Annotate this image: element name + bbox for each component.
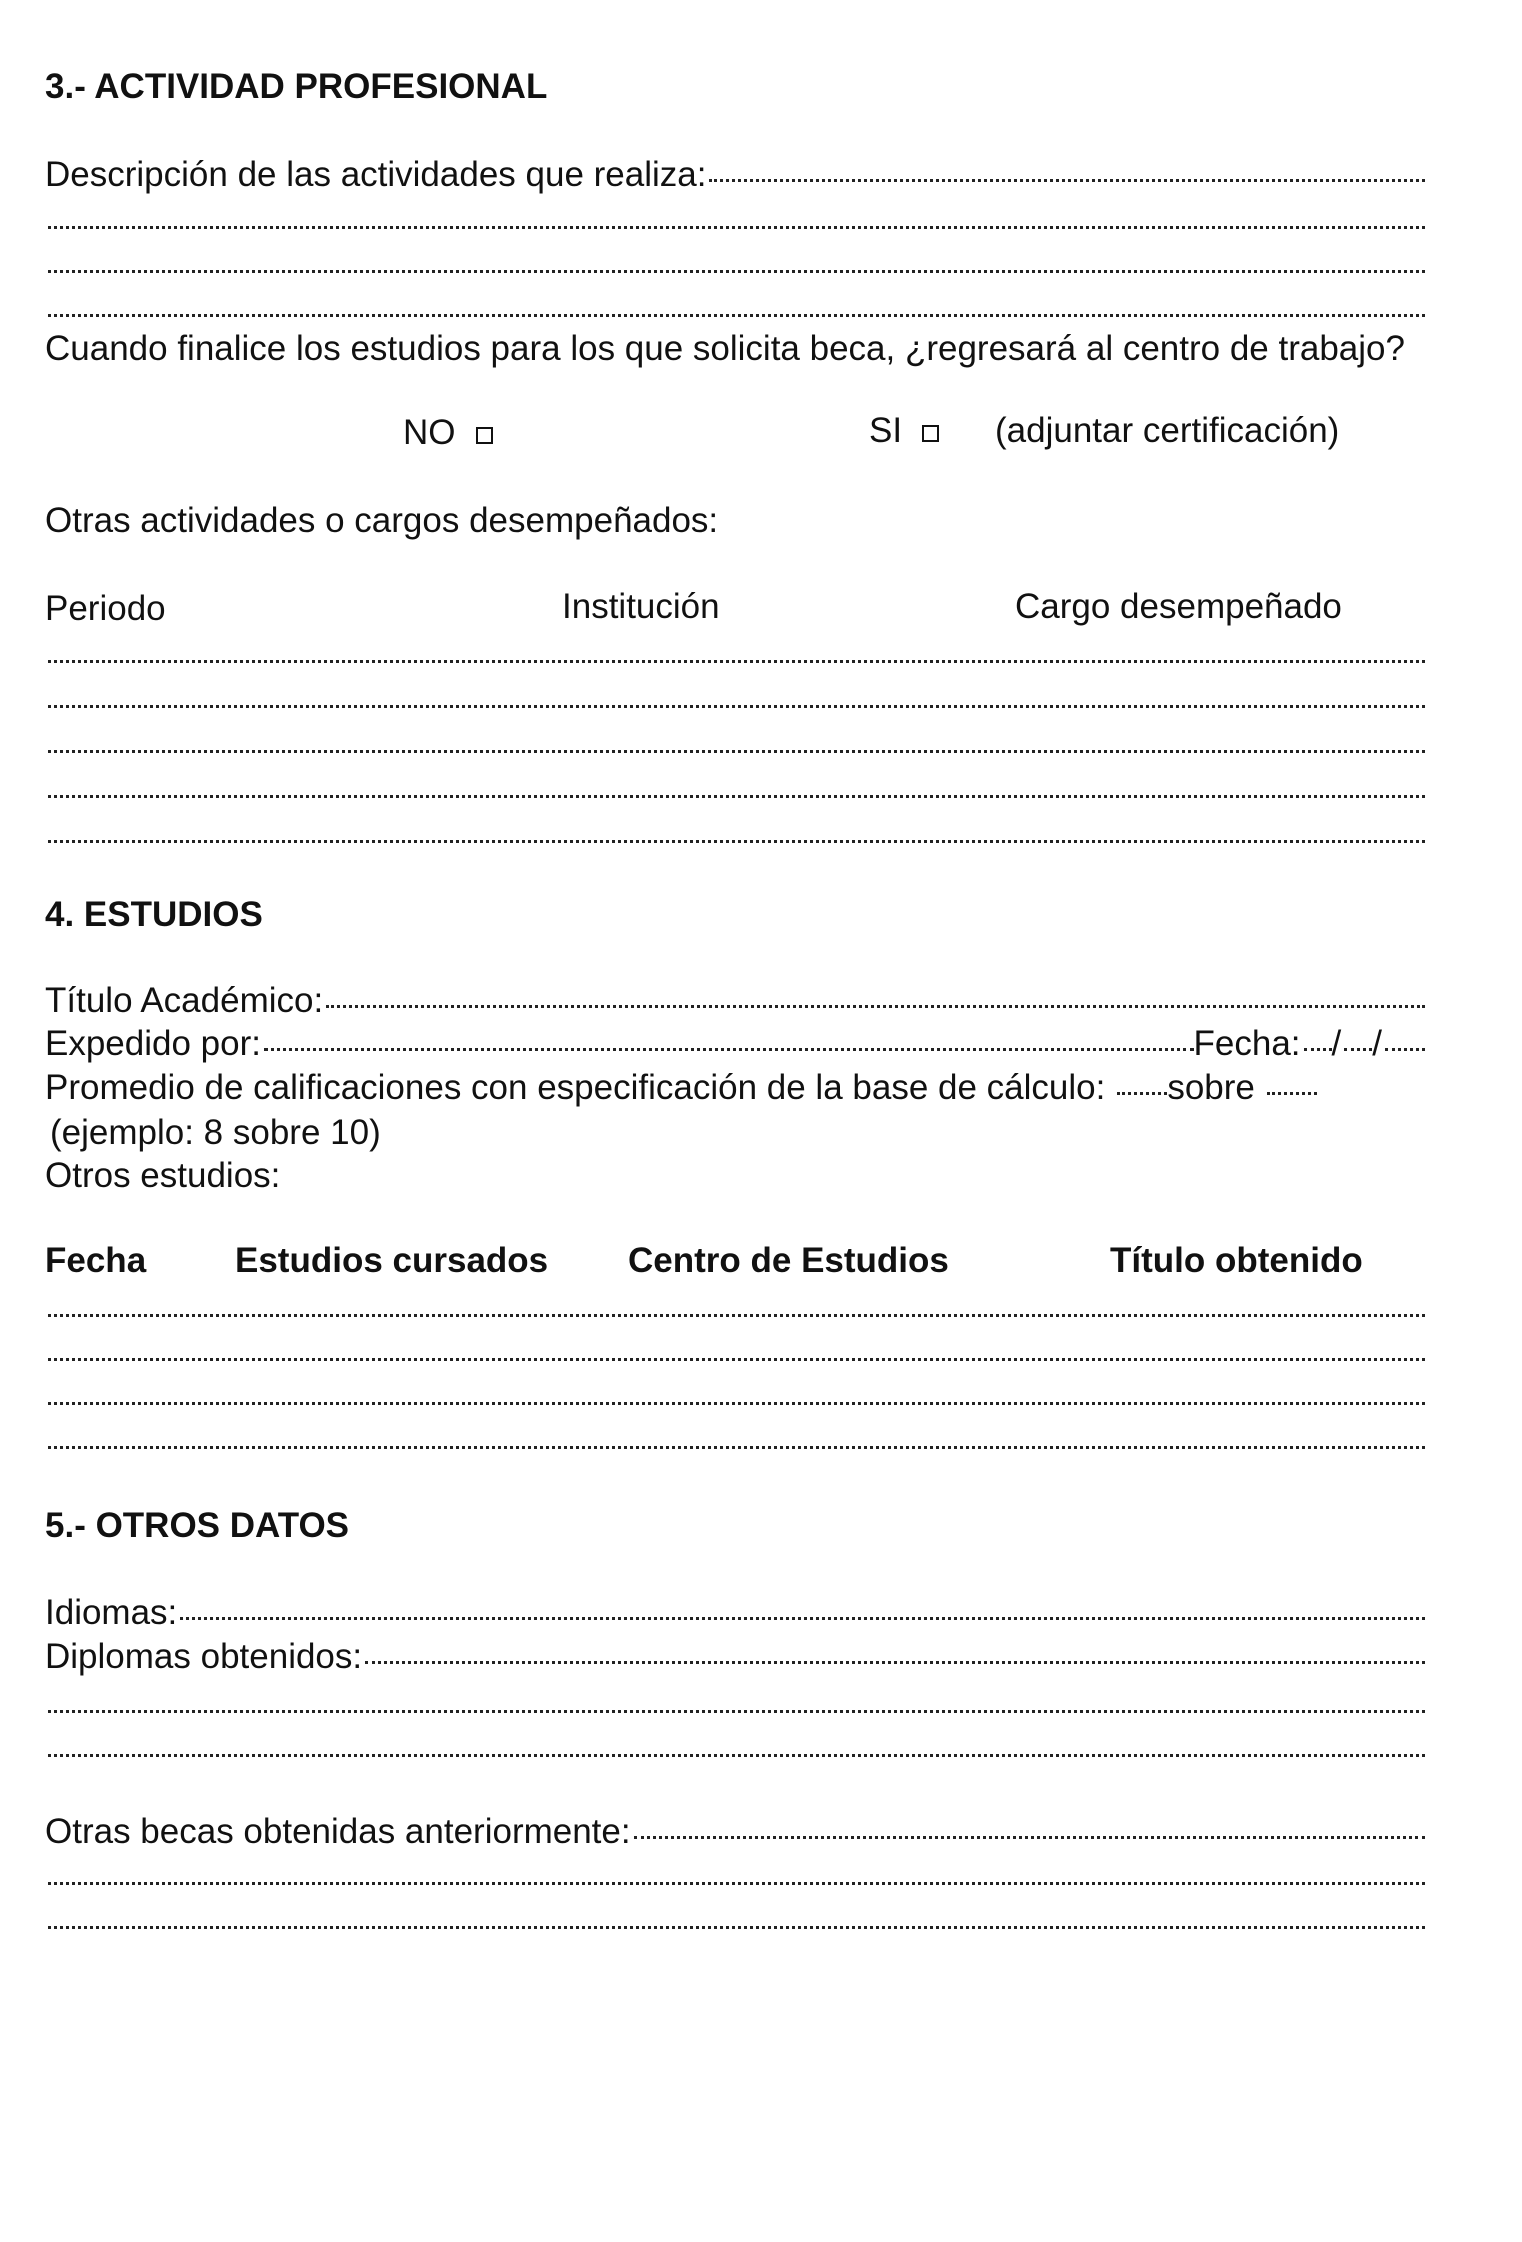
section-4-title: 4. ESTUDIOS: [45, 895, 263, 934]
section-3-title: 3.- ACTIVIDAD PROFESIONAL: [45, 67, 548, 106]
dotted-line[interactable]: [48, 705, 1425, 708]
dotted-line[interactable]: [48, 660, 1425, 663]
expedido-field[interactable]: [45, 1023, 1425, 1065]
idiomas-label: Idiomas:: [45, 1593, 178, 1632]
dotted-leader: [1117, 1092, 1167, 1095]
dotted-line[interactable]: [48, 1754, 1425, 1757]
dotted-leader: [264, 1048, 1194, 1051]
idiomas-field[interactable]: [45, 1592, 1425, 1634]
section-5-title: 5.- OTROS DATOS: [45, 1506, 350, 1545]
header-titulo-obtenido: Título obtenido: [1110, 1241, 1363, 1280]
sobre-label: sobre: [1167, 1068, 1255, 1107]
otros-estudios-label: Otros estudios:: [45, 1156, 281, 1195]
header-centro-estudios: Centro de Estudios: [628, 1241, 949, 1280]
activities-description-label: Descripción de las actividades que realiza:: [45, 155, 707, 194]
dotted-leader: [709, 179, 1425, 182]
fecha-label: Fecha:: [1193, 1024, 1301, 1063]
diplomas-label: Diplomas obtenidos:: [45, 1637, 363, 1676]
header-periodo: Periodo: [45, 589, 166, 628]
titulo-academico-field[interactable]: [45, 980, 1425, 1022]
dotted-line[interactable]: [48, 314, 1425, 317]
other-activities-label: Otras actividades o cargos desempeñados:: [45, 501, 719, 540]
otras-becas-label: Otras becas obtenidas anteriormente:: [45, 1812, 631, 1851]
fecha-separator: /: [1331, 1024, 1342, 1063]
si-note: (adjuntar certificación): [995, 411, 1340, 450]
dotted-leader: [1385, 1048, 1425, 1051]
dotted-leader: [365, 1661, 1425, 1664]
dotted-line[interactable]: [48, 226, 1425, 229]
dotted-leader: [634, 1836, 1425, 1839]
dotted-leader: [180, 1617, 1425, 1620]
dotted-line[interactable]: [48, 1314, 1425, 1317]
option-si[interactable]: [869, 410, 939, 452]
dotted-line[interactable]: [48, 1710, 1425, 1713]
dotted-leader: [1304, 1048, 1332, 1051]
dotted-line[interactable]: [48, 1402, 1425, 1405]
header-institucion: Institución: [562, 587, 720, 626]
dotted-line[interactable]: [48, 1882, 1425, 1885]
promedio-example: (ejemplo: 8 sobre 10): [50, 1113, 381, 1152]
dotted-line[interactable]: [48, 840, 1425, 843]
promedio-field[interactable]: [45, 1067, 1421, 1109]
dotted-line[interactable]: [48, 795, 1425, 798]
dotted-leader: [1267, 1092, 1317, 1095]
dotted-leader: [326, 1005, 1425, 1008]
expedido-label: Expedido por:: [45, 1024, 261, 1063]
titulo-academico-label: Título Académico:: [45, 981, 324, 1020]
activities-description-field[interactable]: [45, 154, 1425, 196]
dotted-line[interactable]: [48, 1926, 1425, 1929]
header-cargo: Cargo desempeñado: [1015, 587, 1342, 626]
diplomas-field[interactable]: [45, 1636, 1425, 1678]
no-checkbox[interactable]: [476, 427, 493, 444]
return-question: Cuando finalice los estudios para los que solicita beca, ¿regresará al centro de trabajo?: [45, 329, 1405, 368]
dotted-line[interactable]: [48, 1446, 1425, 1449]
si-checkbox[interactable]: [922, 425, 939, 442]
dotted-line[interactable]: [48, 1358, 1425, 1361]
header-fecha: Fecha: [45, 1241, 147, 1280]
promedio-label: Promedio de calificaciones con especificación de la base de cálculo:: [45, 1068, 1106, 1107]
fecha-separator: /: [1372, 1024, 1382, 1063]
dotted-leader: [1344, 1048, 1372, 1051]
header-estudios-cursados: Estudios cursados: [235, 1241, 549, 1280]
option-no-label: NO: [403, 413, 456, 452]
option-si-label: SI: [869, 411, 903, 450]
dotted-line[interactable]: [48, 270, 1425, 273]
otras-becas-field[interactable]: [45, 1811, 1425, 1853]
option-no[interactable]: [403, 412, 493, 454]
dotted-line[interactable]: [48, 750, 1425, 753]
